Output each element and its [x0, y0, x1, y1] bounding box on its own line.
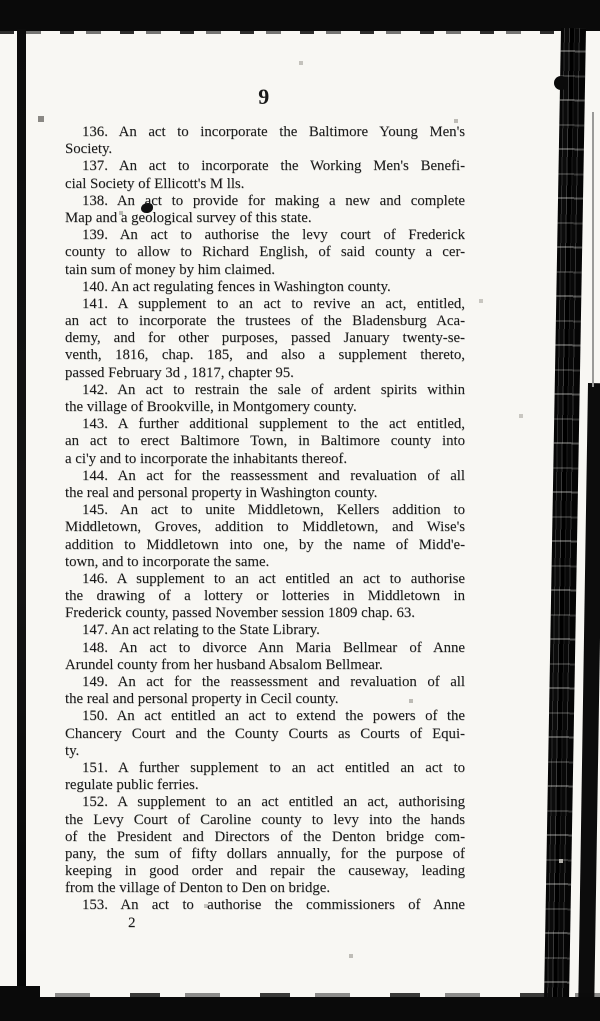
act-entry-line: 152. A supplement to an act entitled an act, authorising [82, 794, 465, 811]
page-number: 9 [258, 84, 270, 109]
act-entry-line: 143. A further additional supplement to the act entitled, [82, 416, 465, 433]
act-entry-line: 141. A supplement to an act to revive an act, entitled, [82, 295, 465, 312]
paper-specks [0, 0, 2, 2]
act-entry-line: 151. A further supplement to an act entitled an act to [82, 759, 465, 776]
act-entry-line: from the village of Denton to Den on bridge. [65, 880, 331, 897]
act-entry-line: an act to incorporate the trustees of the Bladensburg Aca- [65, 313, 465, 330]
scan-edge-top [0, 0, 600, 31]
act-entry-line: a ci'y and to incorporate the inhabitants thereof. [65, 450, 348, 467]
act-entry-line: 149. An act for the reassessment and revaluation of all [82, 674, 465, 690]
act-entry-line: 153. An act to authorise the commissioners of Anne [82, 897, 465, 914]
scan-edge-right-wedge [578, 383, 600, 1021]
act-entry-line: 142. An act to restrain the sale of ardent spirits within [82, 381, 465, 398]
page-edge-line [592, 112, 594, 387]
act-entry-line: passed February 3d , 1817, chapter 95. [65, 364, 294, 381]
act-entry-line: addition to Middletown into one, by the name of Midd'e- [65, 536, 465, 553]
act-entry-line: 137. An act to incorporate the Working Men's Benefi- [82, 158, 465, 175]
act-entry-line: demy, and for other purposes, passed January twenty-se- [65, 330, 465, 347]
act-entry-line: the drawing of a lottery or lotteries in Middletown in [65, 588, 465, 605]
act-entry-line: town, and to incorporate the same. [65, 553, 270, 570]
act-entry-line: Frederick county, passed November session 1809 chap. 63. [65, 605, 415, 622]
act-entry-line: 146. A supplement to an act entitled an act to authorise [82, 570, 465, 587]
act-entry-line: 136. An act to incorporate the Baltimore Young Men's [82, 124, 465, 140]
act-entry-line: ty. [65, 742, 80, 759]
act-entry-line: Chancery Court and the County Courts as Courts of Equi- [65, 725, 465, 742]
act-entry-line: 138. An act to provide for making a new and complete [82, 192, 465, 209]
act-entry-line: 140. An act regulating fences in Washington county. [82, 278, 391, 295]
act-entry-line: county to allow to Richard English, of said county a cer- [65, 244, 465, 261]
act-entry-line: tain sum of money by him claimed. [65, 261, 275, 278]
act-entry-line: 145. An act to unite Middletown, Kellers addition to [82, 502, 465, 519]
scan-edge-left-strip [17, 29, 26, 997]
scan-edge-bottom [0, 997, 600, 1021]
act-entry-line: 150. An act entitled an act to extend the powers of the [82, 708, 465, 725]
act-entry-line: Society. [65, 141, 113, 158]
act-entry-line: regulate public ferries. [65, 777, 199, 794]
act-entry-line: cial Society of Ellicott's M lls. [65, 175, 245, 192]
act-entry-line: of the President and Directors of the Denton bridge com- [65, 828, 465, 845]
act-entry-line: 139. An act to authorise the levy court of Frederick [82, 227, 465, 244]
act-entry-line: 148. An act to divorce Ann Maria Bellmear of Anne [82, 639, 465, 656]
act-entry-line: Map and a geological survey of this state. [65, 209, 312, 226]
act-entry-line: the Levy Court of Caroline county to levy into the hands [65, 811, 465, 828]
act-list [65, 124, 465, 932]
act-entry-line: the village of Brookville, in Montgomery county. [65, 399, 357, 415]
act-entry-line: venth, 1816, chap. 185, and also a supplement thereto, [65, 347, 465, 364]
signature-mark: 2 [128, 914, 136, 931]
act-entry-line: Arundel county from her husband Absalom Bellmear. [65, 656, 383, 673]
act-entry-line: 147. An act relating to the State Library. [82, 622, 320, 639]
act-entry-line: keeping in good order and repair the causeway, leading [65, 863, 465, 880]
act-entry-line: the real and personal property in Cecil county. [65, 691, 339, 708]
act-entry-line: Middletown, Groves, addition to Middletown, and Wise's [65, 519, 465, 536]
act-entry-line: 144. An act for the reassessment and revaluation of all [82, 467, 465, 484]
act-entry-line: an act to erect Baltimore Town, in Baltimore county into [65, 433, 465, 450]
act-entry-line: pany, the sum of fifty dollars annually, for the purpose of [65, 845, 465, 862]
act-entry-line: the real and personal property in Washington county. [65, 484, 378, 501]
ink-dot [554, 76, 568, 90]
